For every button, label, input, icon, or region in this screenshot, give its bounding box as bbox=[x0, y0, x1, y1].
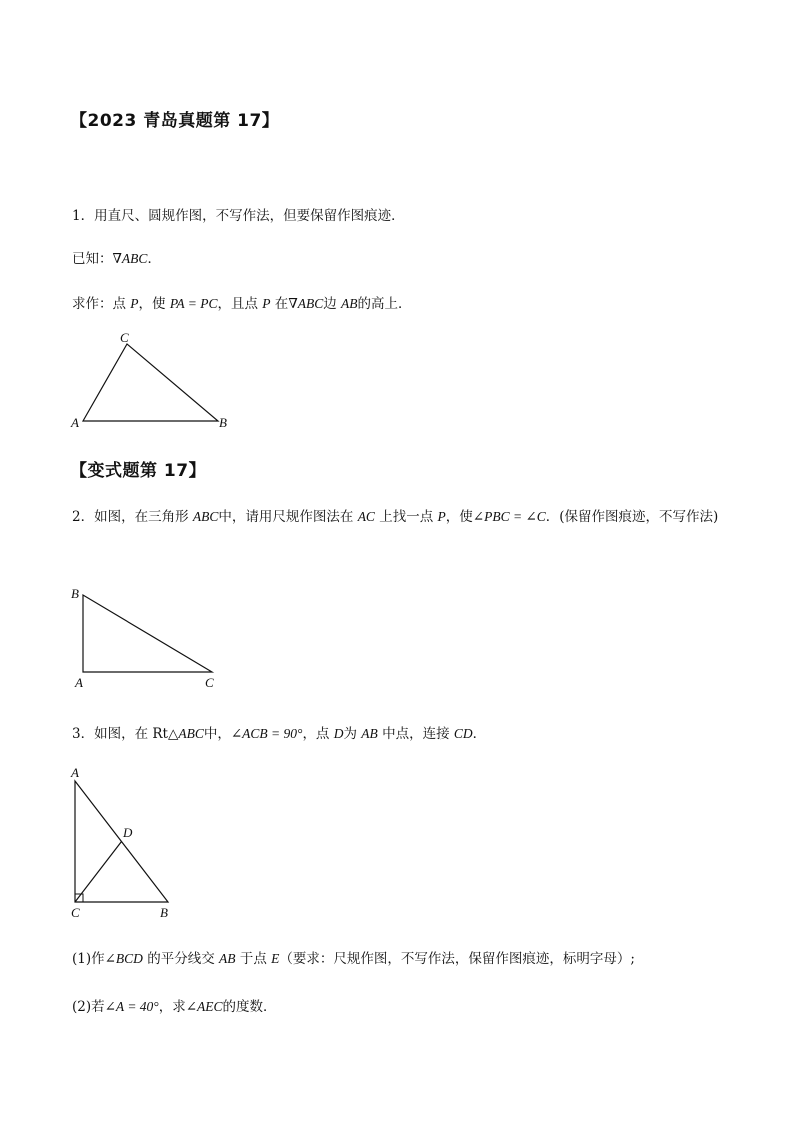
sub2-var-1: ∠A = 40° bbox=[104, 999, 159, 1014]
q3-text-3: ，点 bbox=[302, 726, 334, 742]
q3-text-2: 中， bbox=[203, 726, 231, 742]
question-1-task bbox=[72, 292, 412, 312]
median-cd-segment bbox=[75, 842, 122, 903]
task-text-3: ，且点 bbox=[217, 296, 263, 312]
label-vertex-d: D bbox=[123, 825, 133, 840]
label-vertex-a: A bbox=[71, 765, 79, 780]
q2-text-1: 2．如图，在三角形 bbox=[72, 509, 193, 525]
triangle-abc-shape-2 bbox=[83, 595, 212, 672]
sub2-text-2: ，求 bbox=[158, 999, 186, 1015]
label-vertex-b: B bbox=[71, 586, 79, 601]
q2-text-2: 中，请用尺规作图法在 bbox=[218, 509, 358, 525]
task-text-1: 求作：点 bbox=[72, 296, 131, 312]
triangle-abc-figure-1 bbox=[60, 326, 240, 436]
q3-text-6: ． bbox=[472, 726, 487, 742]
q3-var-5: CD bbox=[453, 726, 473, 741]
q2-var-2: AC bbox=[357, 509, 375, 524]
q3-text-5: 中点，连接 bbox=[377, 726, 454, 742]
sub1-text-1: (1)作 bbox=[72, 951, 105, 967]
question-1-intro: 1．用直尺、圆规作图，不写作法，但要保留作图痕迹． bbox=[72, 208, 405, 224]
section-title-2023: 【2023 青岛真题第 17】 bbox=[70, 111, 280, 131]
label-vertex-b: B bbox=[160, 905, 168, 920]
question-2-text bbox=[72, 504, 752, 530]
sub2-text-1: (2)若 bbox=[72, 999, 105, 1015]
sub1-text-3: 于点 bbox=[235, 951, 272, 967]
given-prefix: 已知： bbox=[72, 251, 113, 267]
task-text-4: 在 bbox=[270, 296, 289, 312]
question-1-given bbox=[72, 247, 161, 267]
question-3-part-2 bbox=[72, 995, 277, 1015]
question-3-part-1 bbox=[72, 947, 635, 967]
q2-text-3: 上找一点 bbox=[374, 509, 438, 525]
task-text-2: ，使 bbox=[138, 296, 170, 312]
given-suffix: ． bbox=[147, 251, 161, 267]
label-vertex-a: A bbox=[71, 415, 79, 430]
sub1-text-4: （要求：尺规作图，不写作法，保留作图痕迹，标明字母）; bbox=[279, 951, 635, 967]
q2-var-4: ∠PBC = ∠C bbox=[472, 509, 546, 524]
right-triangle-figure-2 bbox=[66, 582, 226, 692]
q2-text-5: ．(保留作图痕迹，不写作法) bbox=[545, 509, 719, 525]
q2-text-4: ，使 bbox=[445, 509, 473, 525]
task-var-2: PA = PC bbox=[169, 296, 218, 311]
task-var-1: P bbox=[130, 296, 139, 311]
sub1-var-2: AB bbox=[219, 951, 236, 966]
label-vertex-c: C bbox=[205, 675, 214, 690]
task-var-3: P bbox=[262, 296, 271, 311]
q2-var-1: ABC bbox=[192, 509, 219, 524]
right-triangle-figure-3 bbox=[62, 762, 192, 922]
q3-text-1: 3．如图，在 Rt△ bbox=[72, 726, 179, 742]
task-text-6: 的高上． bbox=[357, 296, 412, 312]
label-vertex-c: C bbox=[120, 330, 129, 345]
sub1-var-3: E bbox=[271, 951, 280, 966]
section-title-variant: 【变式题第 17】 bbox=[70, 461, 207, 481]
given-triangle: ∇ABC bbox=[112, 251, 148, 266]
sub2-text-3: 的度数． bbox=[222, 999, 277, 1015]
q3-text-4: 为 bbox=[343, 726, 362, 742]
task-var-4: ∇ABC bbox=[288, 296, 324, 311]
triangle-abc-shape bbox=[83, 344, 218, 421]
sub1-text-2: 的平分线交 bbox=[142, 951, 220, 967]
question-3-text bbox=[72, 722, 486, 742]
label-vertex-b: B bbox=[219, 415, 227, 430]
sub1-var-1: ∠BCD bbox=[104, 951, 143, 966]
sub2-var-2: ∠AEC bbox=[185, 999, 223, 1014]
task-var-5: AB bbox=[341, 296, 358, 311]
q3-var-2: ∠ACB = 90° bbox=[230, 726, 303, 741]
q3-var-4: AB bbox=[361, 726, 378, 741]
q3-var-1: ABC bbox=[178, 726, 204, 741]
label-vertex-c: C bbox=[71, 905, 80, 920]
q2-var-3: P bbox=[437, 509, 446, 524]
label-vertex-a: A bbox=[75, 675, 83, 690]
q3-var-3: D bbox=[333, 726, 344, 741]
task-text-5: 边 bbox=[323, 296, 342, 312]
